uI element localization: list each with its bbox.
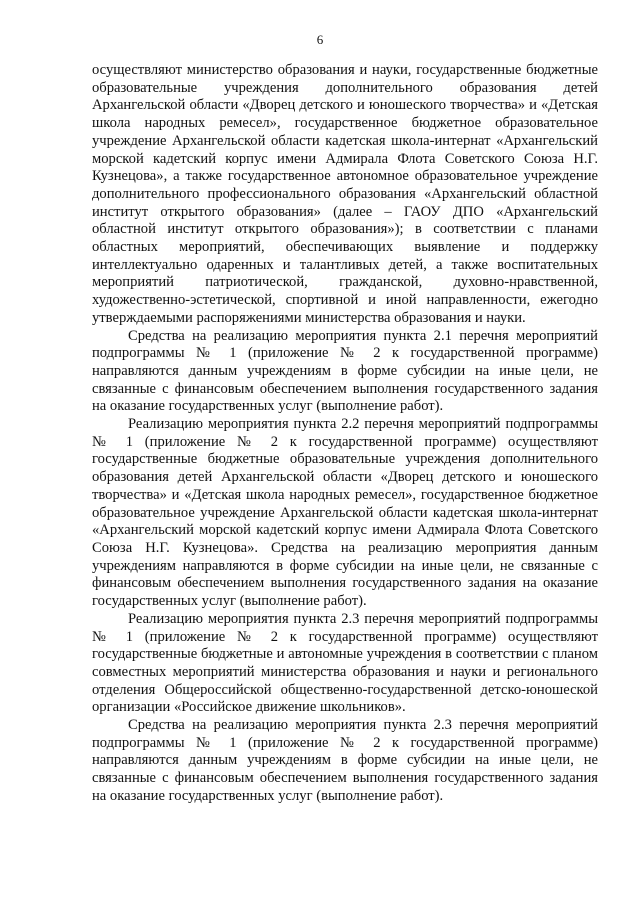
paragraph-item-2-3-implementation: Реализацию мероприятия пункта 2.3 перечня мероприятий подпрограммы № 1 (приложение № 2 к государственной программе) осуществляют государственные бюджетные и автономные учреждения в соответствии с планом совместных мероприятий министерства образования и науки и регионального отделения Общероссийской общественно-государственной детско-юношеской организации «Российское движение школьников». (92, 610, 598, 716)
paragraph-item-2-3-funding: Средства на реализацию мероприятия пункта 2.3 перечня мероприятий подпрограммы № 1 (приложение № 2 к государственной программе) направляются данным учреждениям в форме субсидии на иные цели, не связанные с финансовым обеспечением выполнения государственного задания на оказание государственных услуг (выполнение работ). (92, 717, 598, 804)
page-number: 6 (316, 32, 324, 47)
paragraph-item-2-1-funding: Средства на реализацию мероприятия пункта 2.1 перечня мероприятий подпрограммы № 1 (приложение № 2 к государственной программе) направляются данным учреждениям в форме субсидии на иные цели, не связанные с финансовым обеспечением выполнения государственного задания на оказание государственных услуг (выполнение работ). (92, 327, 598, 415)
paragraph-continuation: осуществляют министерство образования и науки, государственные бюджетные образовательные учреждения дополнительного образования детей Архангельской области «Дворец детского и юношеского творчества» и «Детская школа народных ремесел», государственное бюджетное образовательное учреждение Архангельской области кадетская школа-интернат «Архангельский морской кадетский корпус имени Адмирала Флота Советского Союза Н.Г. Кузнецова», а также государственное автономное образовательное учреждение дополнительного профессионального образования «Архангельский областной институт открытого образования» (далее – ГАОУ ДПО «Архангельский областной институт открытого образования»); в соответствии с планами областных мероприятий, обеспечивающих выявление и поддержку интеллектуально одаренных и талантливых детей, а также воспитательных мероприятий патриотической, гражданской, духовно-нравственной, художественно-эстетической, спортивной и иной направленности, ежегодно утверждаемыми распоряжениями министерства образования и науки. (92, 62, 598, 326)
document-body (92, 62, 598, 806)
paragraph-item-2-2-implementation: Реализацию мероприятия пункта 2.2 перечня мероприятий подпрограммы № 1 (приложение № 2 к государственной программе) осуществляют государственные бюджетные образовательные учреждения дополнительного образования детей Архангельской области «Дворец детского и юношеского творчества» и «Детская школа народных ремесел», государственное бюджетное образовательное учреждение Архангельской области кадетская школа-интернат «Архангельский морской кадетский корпус имени Адмирала Флота Советского Союза Н.Г. Кузнецова». Средства на реализацию мероприятия данным учреждениям направляются в форме субсидии на иные цели, не связанные с финансовым обеспечением выполнения государственного задания на оказание государственных услуг (выполнение работ). (92, 416, 598, 610)
